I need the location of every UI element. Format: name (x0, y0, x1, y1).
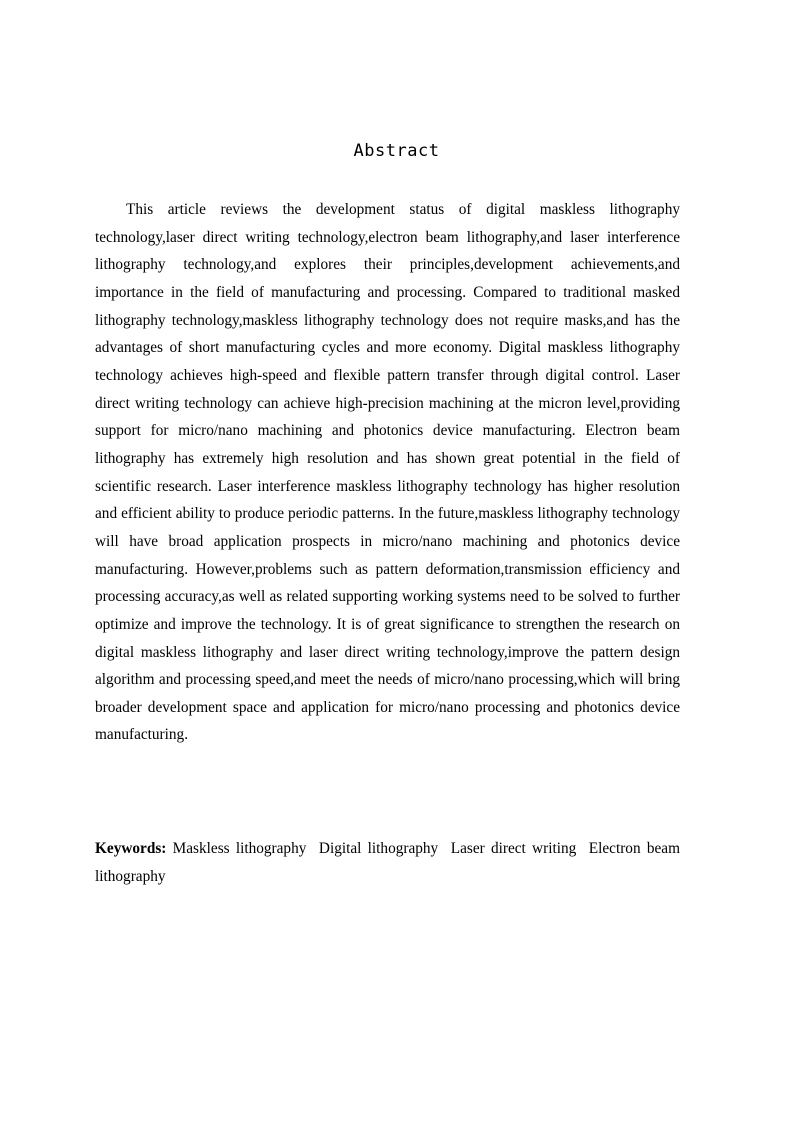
keyword-item: Electron beam lithography (95, 840, 680, 885)
keyword-item: Laser direct writing (450, 840, 577, 857)
abstract-heading: Abstract (353, 141, 440, 161)
keywords-line (95, 835, 680, 890)
keywords-label: Keywords: (95, 840, 167, 857)
keyword-item: Digital lithography (318, 840, 439, 857)
keyword-item: Maskless lithography (172, 840, 307, 857)
abstract-paragraph: This article reviews the development status of digital maskless lithography technology,laser direct writing technology,electron beam lithography,and laser interference lithography technology,and explores their principles,development achievements,and importance in the field of manufacturing and processing. Compared to traditional masked lithography technology,maskless lithography technology does not require masks,and has the advantages of short manufacturing cycles and more economy. Digital maskless lithography technology achieves high-speed and flexible pattern transfer through digital control. Laser direct writing technology can achieve high-precision machining at the micron level,providing support for micro/nano machining and photonics device manufacturing. Electron beam lithography has extremely high resolution and has shown great potential in the field of scientific research. Laser interference maskless lithography technology has higher resolution and efficient ability to produce periodic patterns. In the future,maskless lithography technology will have broad application prospects in micro/nano machining and photonics device manufacturing. However,problems such as pattern deformation,transmission efficiency and processing accuracy,as well as related supporting working systems need to be solved to further optimize and improve the technology. It is of great significance to strengthen the research on digital maskless lithography and laser direct writing technology,improve the pattern design algorithm and processing speed,and meet the needs of micro/nano processing,which will bring broader development space and application for micro/nano processing and photonics device manufacturing. (95, 201, 680, 744)
